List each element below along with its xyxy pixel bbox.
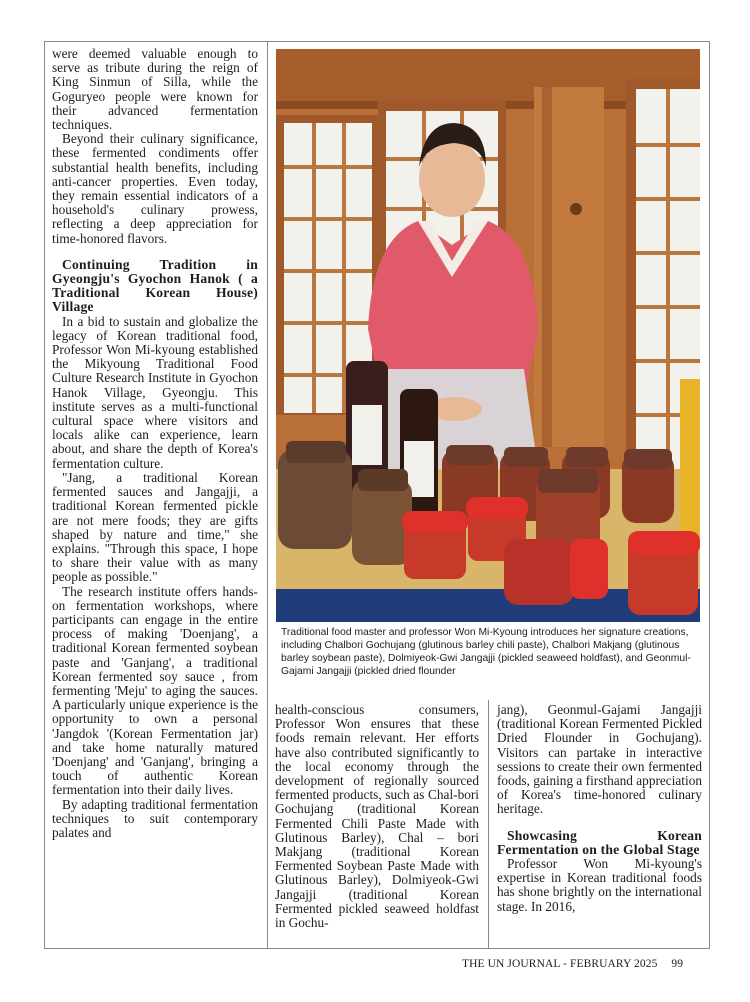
paragraph: Beyond their culinary significance, these fermented condiments offer substantial health benefits, including anti-cancer properties. Even today, they remain essential indicators of a household's culinary prowess, reflecting a deep appreciation for time-honored flavors. [52,131,258,246]
paragraph: The research institute offers hands-on fermentation workshops, where participants can engage in the entire process of making 'Doenjang', a traditional Korean fermented soybean paste and 'Ganjang', a traditional Korean fermented soy sauce , from fermenting 'Meju' to aging the sauces. A particularly unique experience is the opportunity to own a personal 'Jangdok '(Korean Fermentation jar) and take home naturally matured 'Doenjang' and 'Ganjang', bringing a touch of authentic Korean fermentation into their daily lives. [52,583,258,798]
paragraph: In a bid to sustain and globalize the legacy of Korean traditional food, Professor Won Mi-kyoung established the Mikyoung Traditional Food Culture Research Institute in Gyochon Hanok Village, Gyeongju. This institute serves as a multi-functional cultural space where visitors and locals alike can experience, learn about, and share the depth of Korea's fermentation culture. [52,313,258,471]
column-rule-1 [267,41,268,949]
section-heading: Showcasing Korean Fermentation on the Global Stage [497,827,702,857]
paragraph: health-conscious consumers, Professor Won ensures that these foods remain relevant. Her efforts have also contributed significantly to the local economy through the development of regionally sourced fermented products, such as Chal-bori Gochujang (traditional Korean Fermented Chili Paste Made with Glutinous Barley), Chal – bori Makjang (traditional Korean Fermented Soybean Paste Made with Glutinous Barley), Dolmiyeok-Gwi Jangajji (traditional Korean Fermented pickled seaweed holdfast in Gochu- [275,702,479,931]
paragraph: were deemed valuable enough to serve as tribute during the reign of King Sinmun of Silla, while the Goguryeo people were known for their advanced fermentation techniques. [52,46,258,133]
paragraph: "Jang, a traditional Korean fermented sauces and Jangajji, a traditional Korean fermented pickle are not mere foods; they are gifts shaped by nature and time," she explains. "Through this space, I hope to share their value with as many people as possible." [52,469,258,585]
paragraph: Professor Won Mi-kyoung's expertise in Korean traditional foods has shone brightly on the international stage. In 2016, [497,856,702,914]
page-footer [462,958,683,970]
paragraph: jang), Geonmul-Gajami Jangajji (traditional Korean Fermented Pickled Dried Flounder in Gochujang). Visitors can partake in interactive sessions to create their own fermented foods, gaining a firsthand appreciation of Korea's time-honored culinary heritage. [497,702,702,817]
photo-caption: Traditional food master and professor Won Mi-Kyoung introduces her signature creations, including Chalbori Gochujang (glutinous barley chili paste), Chalbori Makjang (glutinous barley soybean paste), Dolmiyeok-Gwi Jangajji (pickled seaweed holdfast), and Geonmul-Gajami Jangajji (pickled dried flounder [281,627,691,677]
article-column-1 [52,47,258,840]
page-number: 99 [671,958,684,970]
paragraph: By adapting traditional fermentation techniques to suit contemporary palates and [52,796,258,840]
column-rule-2 [488,700,489,949]
article-column-3 [497,703,702,914]
article-column-2 [275,703,479,930]
feature-photo [276,49,700,622]
publication-name: THE UN JOURNAL - FEBRUARY 2025 [462,958,658,970]
section-heading: Continuing Tradition in Gyeongju's Gyochon Hanok ( a Traditional Korean House) Village [52,256,258,315]
